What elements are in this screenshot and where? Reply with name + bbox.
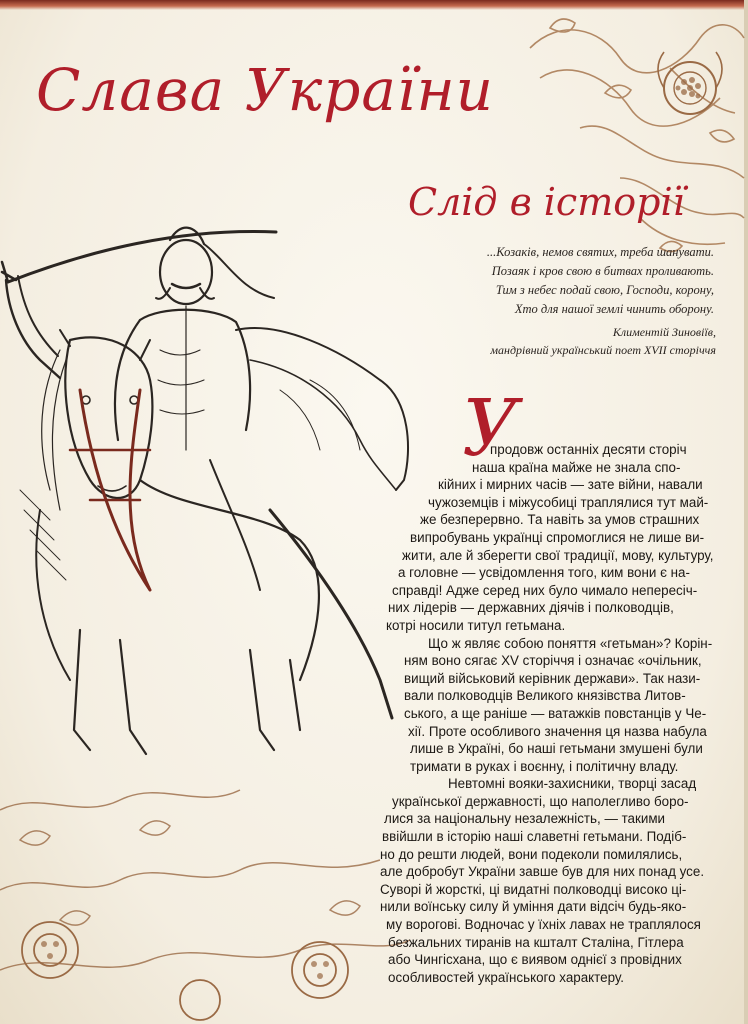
body-line: му ворогові. Водночас у їхніх лавах не траплялося bbox=[386, 917, 701, 933]
flower-medallions bbox=[22, 922, 348, 1020]
body-line: або Чингісхана, що є виявом однієї з провідних bbox=[388, 952, 682, 968]
body-line: чужоземців і міжусобиці траплялися тут май- bbox=[428, 494, 709, 510]
epigraph-poem bbox=[354, 243, 714, 319]
attribution-author: Климентій Зиновіїв, bbox=[612, 325, 716, 339]
body-line: справді! Адже серед них було чимало непересіч- bbox=[392, 582, 698, 598]
body-line: лися за національну незалежність, — такими bbox=[384, 811, 666, 827]
body-line: а головне — усвідомлення того, ким вони є на- bbox=[398, 565, 690, 581]
body-line: випробувань українці спромоглися не лише ви- bbox=[410, 529, 705, 545]
body-line: ввійшли в історію наші славетні гетьмани. Подіб- bbox=[382, 829, 687, 845]
section-subtitle: Слід в історії bbox=[408, 180, 685, 224]
body-line: ського, а ще раніше — ватажків повстанців у Че- bbox=[404, 705, 707, 721]
body-line: продовж останніх десяти сторіч bbox=[490, 442, 687, 457]
body-line: жити, але й зберегти свої традиції, мову, культуру, bbox=[402, 547, 714, 563]
body-line: хії. Проте особливого значення ця назва набула bbox=[408, 723, 707, 739]
attribution-description: мандрівний український поет XVII сторіччя bbox=[490, 343, 716, 357]
article-body bbox=[380, 441, 732, 986]
body-line: Що ж являє собою поняття «гетьман»? Корін- bbox=[428, 635, 713, 651]
body-line: ням воно сягає XV сторіччя і означає «очільник, bbox=[404, 653, 702, 669]
body-line: кійних і мирних часів — зате війни, навали bbox=[438, 477, 703, 493]
epigraph-attribution bbox=[356, 323, 716, 359]
body-line: но до решти людей, вони подеколи помилялись, bbox=[380, 846, 683, 862]
poem-line: Позаяк і кров свою в битвах проливають. bbox=[491, 264, 714, 278]
floral-ornament-bottom-icon bbox=[0, 750, 420, 1024]
poem-line: Хто для нашої землі чинить оборону. bbox=[514, 302, 714, 316]
body-line: української державності, що наполегливо боро- bbox=[392, 793, 689, 809]
body-line: вали полководців Великого князівства Литов- bbox=[404, 688, 686, 704]
body-line: котрі носили титул гетьмана. bbox=[386, 617, 566, 633]
poem-line: Тим з небес подай свою, Господи, корону, bbox=[495, 283, 714, 297]
body-line: лише в Україні, бо наші гетьмани змушені були bbox=[410, 741, 703, 757]
drop-cap: У bbox=[462, 384, 519, 474]
body-line: особливостей українського характеру. bbox=[388, 969, 624, 985]
body-line: наша країна майже не знала спо- bbox=[472, 459, 681, 475]
body-line: тримати в руках і воєнну, і політичну владу. bbox=[410, 758, 679, 774]
body-line: же безперервно. Та навіть за умов страшних bbox=[420, 512, 700, 528]
poem-line: ...Козаків, немов святих, треба шанувати. bbox=[486, 245, 714, 259]
body-line: безжальних тиранів на кшталт Сталіна, Гітлера bbox=[388, 934, 684, 950]
body-line: вищий військовий керівник держави». Так нази- bbox=[404, 670, 701, 686]
body-line: нили воїнську силу й уміння дати відсіч будь-яко- bbox=[380, 899, 687, 915]
body-line: але добробут України завше був для них понад усе. bbox=[380, 864, 705, 880]
body-line: них лідерів — державних діячів і полководців, bbox=[388, 600, 674, 616]
body-line: Суворі й жорсткі, ці видатні полководці високо ці- bbox=[380, 881, 687, 897]
body-line: Невтомні вояки-захисники, творці засад bbox=[448, 776, 697, 792]
page-title: Слава України bbox=[36, 56, 495, 124]
